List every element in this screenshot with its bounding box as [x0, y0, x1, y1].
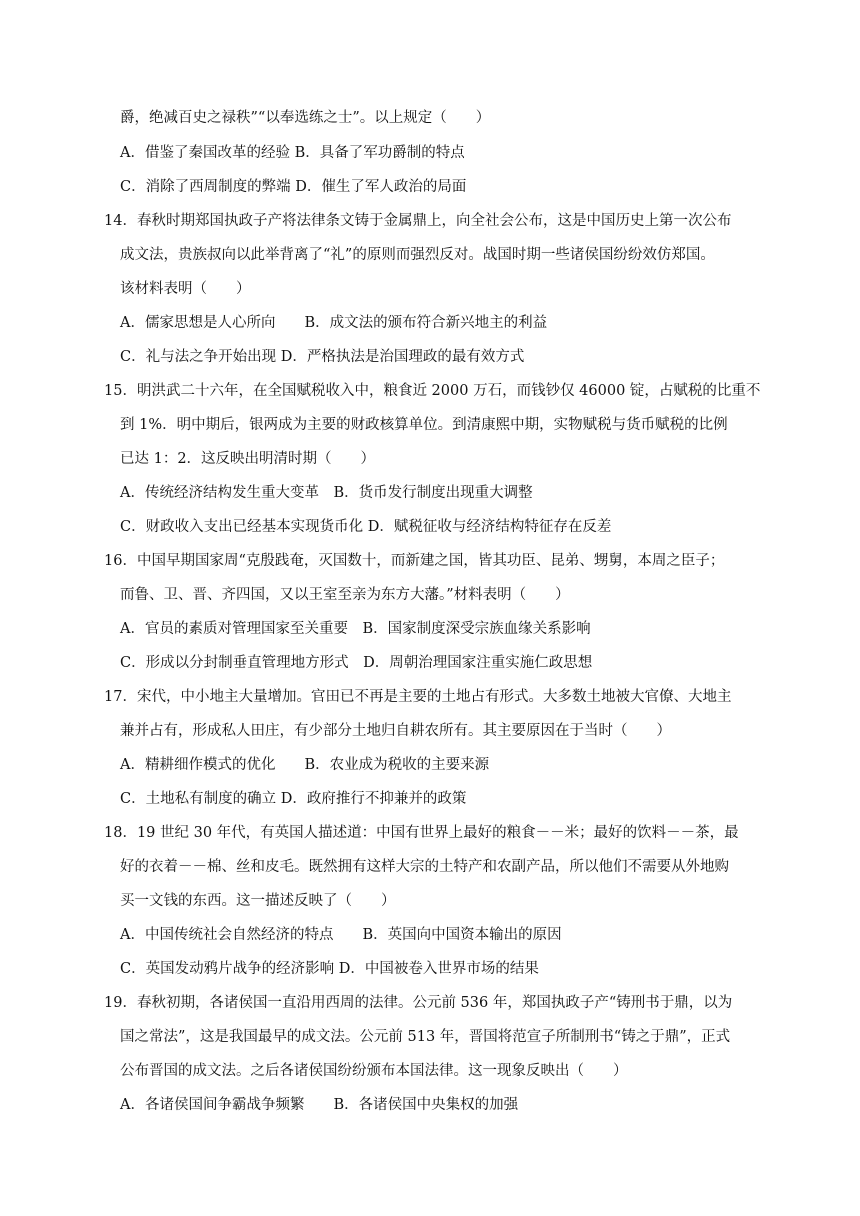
q18-text-line-3: 买一文钱的东西。这一描述反映了（ ） [120, 893, 396, 909]
q17-options-cd: C．土地私有制度的确立 D．政府推行不抑兼并的政策 [120, 791, 467, 807]
q19-text-line-2: 国之常法”，这是我国最早的成文法。公元前 513 年，晋国将范宣子所制刑书“铸之于鼎”，正式 [120, 1029, 731, 1045]
q19-options-ab: A．各诸侯国间争霸战争频繁 B．各诸侯国中央集权的加强 [120, 1097, 519, 1113]
q18-text-line-2: 好的衣着－－棉、丝和皮毛。既然拥有这样大宗的土特产和农副产品，所以他们不需要从外地购 [120, 859, 729, 875]
q13-options-cd: C．消除了西周制度的弊端 D．催生了军人政治的局面 [120, 179, 467, 195]
q18-options-ab: A．中国传统社会自然经济的特点 B．英国向中国资本输出的原因 [120, 927, 562, 943]
q14-text-line-3: 该材料表明（ ） [120, 281, 251, 297]
q14-text-line-1: 14．春秋时期郑国执政子产将法律条文铸于金属鼎上，向全社会公布，这是中国历史上第一次公布 [104, 213, 732, 229]
q18-options-cd: C．英国发动鸦片战争的经济影响 D．中国被卷入世界市场的结果 [120, 961, 539, 977]
q13-options-ab: A．借鉴了秦国改革的经验 B．具备了军功爵制的特点 [120, 145, 465, 161]
q16-text-line-2: 而鲁、卫、晋、齐四国，又以王室至亲为东方大藩。”材料表明（ ） [120, 587, 570, 603]
q17-text-line-1: 17．宋代，中小地主大量增加。官田已不再是主要的土地占有形式。大多数土地被大官僚、大地主 [104, 689, 732, 705]
q15-text-line-1: 15．明洪武二十六年，在全国赋税收入中，粮食近 2000 万石，而钱钞仅 46000 锭，占赋税的比重不 [104, 383, 761, 399]
q14-options-ab: A．儒家思想是人心所向 B．成文法的颁布符合新兴地主的利益 [120, 315, 548, 331]
q15-text-line-2: 到 1%．明中期后，银两成为主要的财政核算单位。到清康熙中期，实物赋税与货币赋税的比例 [120, 417, 728, 433]
q13-text-end: 爵，绝减百史之禄秩”“以奉选练之士”。以上规定（ ） [120, 110, 491, 126]
q16-options-cd: C．形成以分封制垂直管理地方形式 D．周朝治理国家注重实施仁政思想 [120, 655, 593, 671]
q19-text-line-1: 19．春秋初期，各诸侯国一直沿用西周的法律。公元前 536 年，郑国执政子产“铸刑书于鼎，以为 [104, 995, 733, 1011]
q15-options-cd: C．财政收入支出已经基本实现货币化 D．赋税征收与经济结构特征存在反差 [120, 519, 612, 535]
q15-text-line-3: 已达 1：2．这反映出明清时期（ ） [120, 451, 376, 467]
q16-options-ab: A．官员的素质对管理国家至关重要 B．国家制度深受宗族血缘关系影响 [120, 621, 591, 637]
q16-text-line-1: 16．中国早期国家周“克殷践奄，灭国数十，而新建之国，皆其功臣、昆弟、甥舅，本周之臣子； [104, 553, 725, 569]
q15-options-ab: A．传统经济结构发生重大变革 B．货币发行制度出现重大调整 [120, 485, 533, 501]
q17-options-ab: A．精耕细作模式的优化 B．农业成为税收的主要来源 [120, 757, 490, 773]
q14-options-cd: C．礼与法之争开始出现 D．严格执法是治国理政的最有效方式 [120, 349, 525, 365]
q14-text-line-2: 成文法，贵族叔向以此举背离了“礼”的原则而强烈反对。战国时期一些诸侯国纷纷效仿郑国。 [120, 247, 715, 263]
q19-text-line-3: 公布晋国的成文法。之后各诸侯国纷纷颁布本国法律。这一现象反映出（ ） [120, 1063, 628, 1079]
q17-text-line-2: 兼并占有，形成私人田庄，有少部分土地归自耕农所有。其主要原因在于当时（ ） [120, 723, 671, 739]
q18-text-line-1: 18．19 世纪 30 年代，有英国人描述道：中国有世界上最好的粮食－－米；最好的饮料－－茶，最 [104, 825, 739, 841]
